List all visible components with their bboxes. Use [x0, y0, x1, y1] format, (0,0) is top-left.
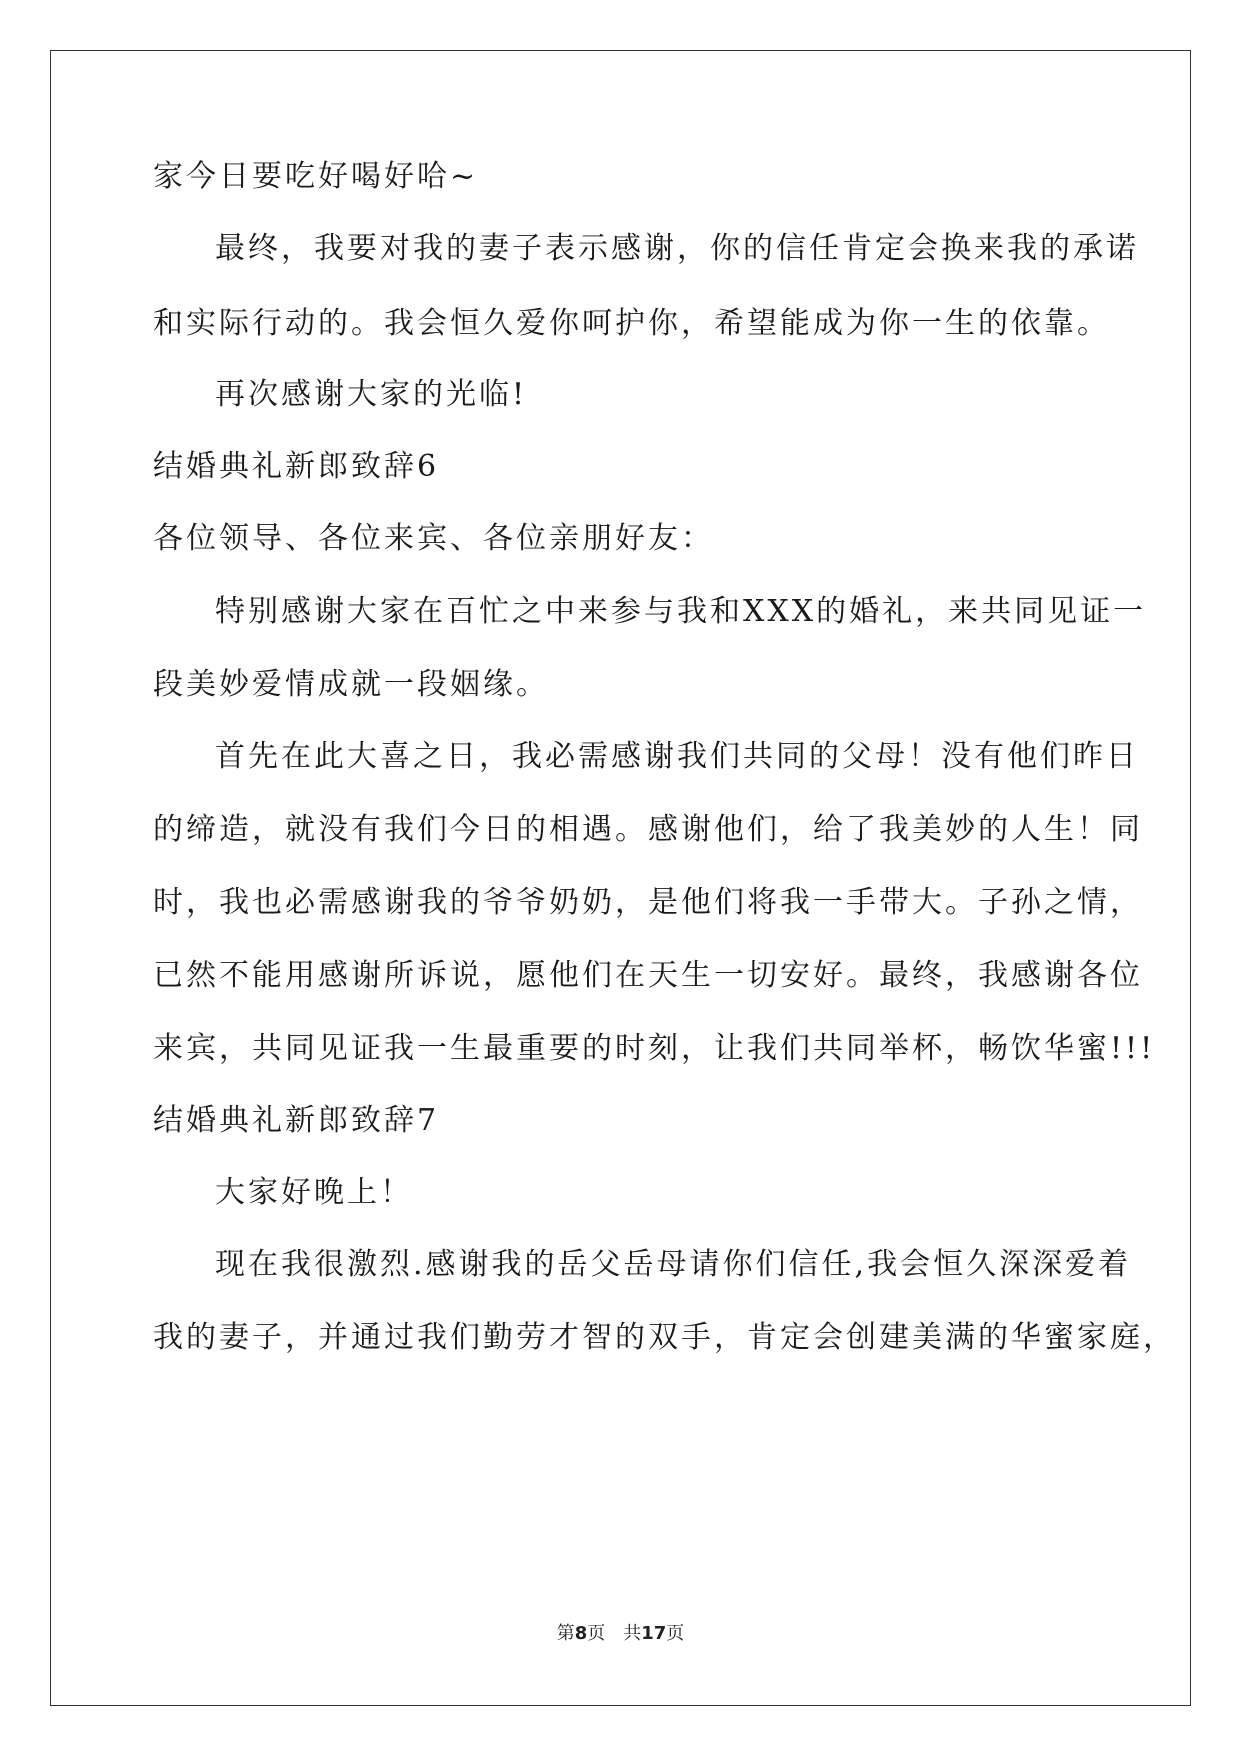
paragraph-line: 时，我也必需感谢我的爷爷奶奶，是他们将我一手带大。子孙之情，: [153, 885, 1143, 920]
section-heading: 结婚典礼新郎致辞7: [153, 1103, 440, 1138]
paragraph-line: 的缔造，就没有我们今日的相遇。感谢他们，给了我美妙的人生！同: [153, 812, 1143, 847]
footer-total-pages: 17: [641, 1623, 667, 1644]
paragraph-line: 特别感谢大家在百忙之中来参与我和XXX的婚礼，来共同见证一: [215, 594, 1147, 629]
paragraph-line: 再次感谢大家的光临!: [215, 377, 528, 412]
salutation: 各位领导、各位来宾、各位亲朋好友：: [153, 521, 714, 556]
paragraph-line: 我的妻子，并通过我们勤劳才智的双手，肯定会创建美满的华蜜家庭，: [153, 1320, 1176, 1355]
page-footer: [0, 1622, 1241, 1646]
paragraph-line: 首先在此大喜之日，我必需感谢我们共同的父母！没有他们昨日: [215, 739, 1139, 774]
paragraph-line: 最终，我要对我的妻子表示感谢，你的信任肯定会换来我的承诺: [215, 231, 1139, 266]
section-heading: 结婚典礼新郎致辞6: [153, 449, 440, 484]
greeting: 大家好晚上！: [215, 1175, 413, 1210]
footer-total-prefix: 共: [623, 1623, 642, 1644]
paragraph-line: 段美妙爱情成就一段姻缘。: [153, 667, 549, 702]
paragraph-line: 来宾，共同见证我一生最重要的时刻，让我们共同举杯，畅饮华蜜!!!: [153, 1031, 1156, 1066]
paragraph-line: 现在我很激烈.感谢我的岳父岳母请你们信任,我会恒久深深爱着: [215, 1247, 1132, 1282]
footer-total-suffix: 页: [666, 1623, 685, 1644]
paragraph-line: 和实际行动的。我会恒久爱你呵护你，希望能成为你一生的依靠。: [153, 306, 1110, 341]
paragraph-line: 家今日要吃好喝好哈~: [153, 159, 479, 194]
footer-page-number: 8: [574, 1623, 588, 1644]
paragraph-line: 已然不能用感谢所诉说，愿他们在天生一切安好。最终，我感谢各位: [153, 958, 1143, 993]
footer-page-prefix: 第: [556, 1623, 575, 1644]
page-border: [50, 50, 1191, 1706]
footer-page-suffix: 页: [587, 1623, 606, 1644]
